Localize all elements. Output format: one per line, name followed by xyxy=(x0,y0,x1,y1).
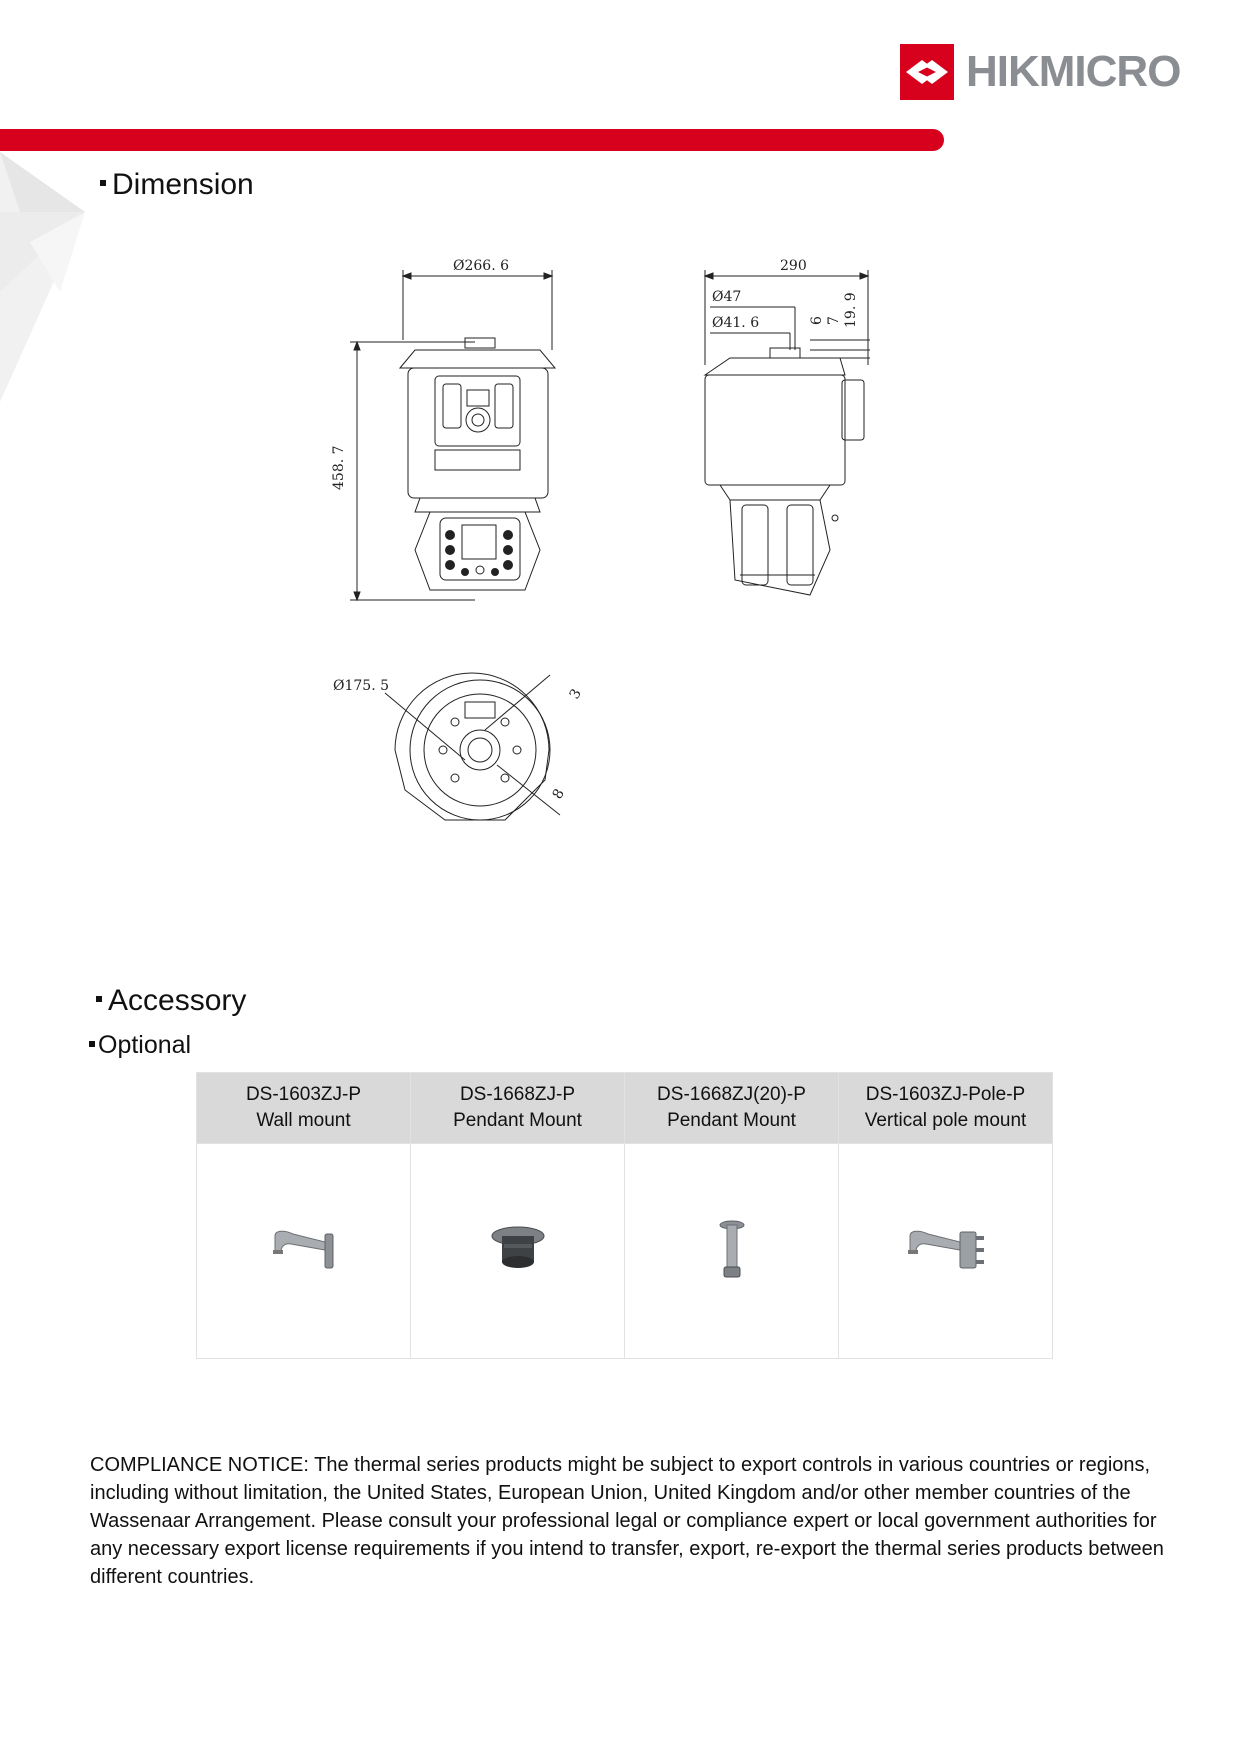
bullet-square-icon xyxy=(100,180,106,186)
header-red-bar xyxy=(0,129,944,151)
optional-heading xyxy=(89,1031,191,1060)
pendant-mount-icon xyxy=(488,1224,548,1274)
top-d4-label: 8 xyxy=(549,786,568,802)
top-diameter-label: Ø175. 5 xyxy=(333,678,390,694)
side-d2-label: Ø41. 6 xyxy=(712,315,760,331)
accessory-header-cell xyxy=(411,1073,625,1144)
dimension-heading xyxy=(100,168,254,202)
accessory-model: DS-1668ZJ(20)-P xyxy=(657,1084,806,1105)
accessory-table xyxy=(196,1072,1053,1359)
accessory-title-text: Accessory xyxy=(108,984,247,1017)
side-depth-label: 290 xyxy=(780,258,807,274)
accessory-image-cell xyxy=(839,1144,1053,1359)
accessory-type: Vertical pole mount xyxy=(864,1110,1027,1131)
accessory-type: Wall mount xyxy=(256,1110,351,1131)
optional-label-text: Optional xyxy=(98,1031,192,1059)
accessory-image-cell xyxy=(411,1144,625,1359)
front-diameter-label: Ø266. 6 xyxy=(453,258,510,274)
accessory-type: Pendant Mount xyxy=(667,1110,796,1131)
side-d1-label: Ø47 xyxy=(712,289,742,305)
decorative-facet-graphic xyxy=(0,152,90,402)
side-h1-label: 6 xyxy=(809,316,825,325)
bullet-square-icon xyxy=(89,1041,95,1047)
bullet-square-icon xyxy=(96,996,102,1002)
front-view-drawing xyxy=(325,250,575,605)
table-header-row xyxy=(197,1073,1053,1144)
hikmicro-logo-icon xyxy=(900,44,954,100)
brand-name: HIKMICRO xyxy=(966,47,1181,96)
accessory-model: DS-1668ZJ-P xyxy=(459,1084,576,1105)
accessory-header-cell xyxy=(839,1073,1053,1144)
accessory-model: DS-1603ZJ-Pole-P xyxy=(865,1084,1026,1105)
accessory-header-cell xyxy=(197,1073,411,1144)
accessory-image-cell xyxy=(625,1144,839,1359)
accessory-heading xyxy=(96,984,246,1018)
front-height-label: 458. 7 xyxy=(331,445,347,490)
vertical-pole-mount-icon xyxy=(904,1228,988,1270)
wall-mount-icon xyxy=(269,1228,339,1270)
side-h3-label: 19. 9 xyxy=(843,292,859,328)
brand-logo xyxy=(900,44,1180,102)
side-h2-label: 7 xyxy=(826,316,842,325)
top-d3-label: 3 xyxy=(566,686,585,702)
accessory-type: Pendant Mount xyxy=(453,1110,582,1131)
accessory-image-cell xyxy=(197,1144,411,1359)
compliance-notice: COMPLIANCE NOTICE: The thermal series products might be subject to export controls in various countries or regions, including without limitation, the United States, European Union, United Kingdom and/or other member countries of the Wassenaar Arrangement. Please consult your professional legal or compliance expert or local government authorities for any necessary export license requirements if you intend to transfer, export, re-export the thermal series products between different countries. xyxy=(90,1454,1164,1588)
pendant-mount-long-icon xyxy=(717,1219,747,1279)
table-row xyxy=(197,1144,1053,1359)
accessory-header-cell xyxy=(625,1073,839,1144)
top-view-drawing xyxy=(325,660,595,850)
dimension-title-text: Dimension xyxy=(112,168,254,201)
accessory-model: DS-1603ZJ-P xyxy=(245,1084,362,1105)
side-view-drawing xyxy=(690,250,890,605)
